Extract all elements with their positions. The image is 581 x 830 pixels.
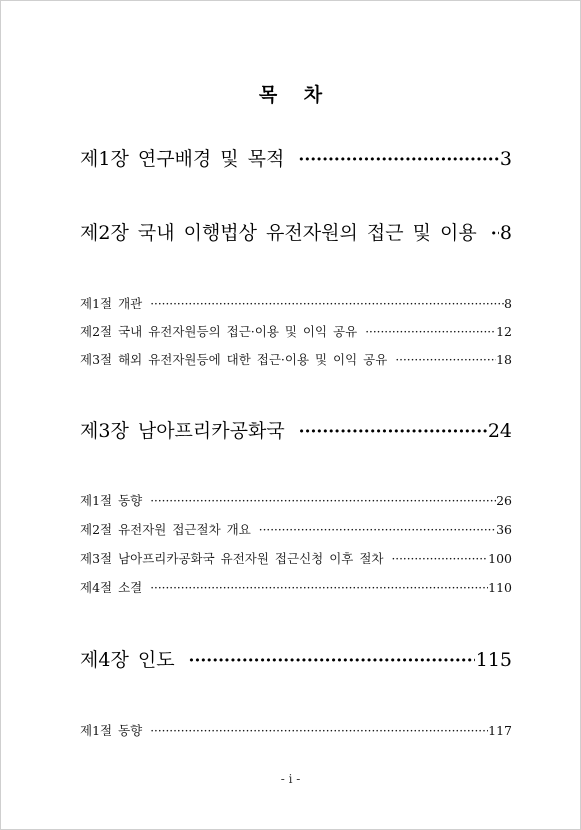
toc-section-2-3[interactable] (80, 350, 512, 370)
toc-section-4-1[interactable] (80, 721, 512, 741)
toc-entry-page: 26 (496, 493, 512, 508)
toc-entry-label: 제1절 개관 (80, 296, 143, 311)
dot-leader (491, 224, 499, 244)
dot-leader (395, 353, 496, 367)
toc-entry-page: 117 (488, 723, 512, 738)
toc-entry-page: 8 (499, 222, 512, 244)
toc-entry-label: 제2장 국내 이행법상 유전자원의 접근 및 이용 (80, 222, 477, 244)
dot-leader (150, 724, 488, 738)
toc-entry-page: 115 (475, 649, 512, 671)
toc-section-3-3[interactable] (80, 549, 512, 569)
toc-entry-label: 제4절 소결 (80, 580, 143, 595)
dot-leader (299, 422, 487, 442)
dot-leader (298, 150, 499, 170)
dot-leader (365, 325, 496, 339)
toc-title: 목 차 (258, 84, 333, 106)
toc-chapter-1[interactable] (80, 144, 512, 174)
dot-leader (391, 552, 488, 566)
toc-entry-label: 제3장 남아프리카공화국 (80, 420, 285, 442)
toc-entry-page: 110 (488, 580, 512, 595)
dot-leader (189, 651, 475, 671)
dot-leader (150, 494, 496, 508)
page-number-footer: - i - (280, 772, 301, 786)
dot-leader (150, 297, 504, 311)
toc-entry-page: 18 (496, 352, 512, 367)
toc-entry-label: 제2절 국내 유전자원등의 접근·이용 및 이익 공유 (80, 324, 358, 339)
toc-entry-label: 제1절 동향 (80, 723, 143, 738)
toc-entry-label: 제3절 남아프리카공화국 유전자원 접근신청 이후 절차 (80, 551, 384, 566)
toc-entry-label: 제3절 해외 유전자원등에 대한 접근·이용 및 이익 공유 (80, 352, 388, 367)
toc-chapter-4[interactable] (80, 645, 512, 675)
toc-entry-label: 제1장 연구배경 및 목적 (80, 148, 285, 170)
toc-entry-label: 제1절 동향 (80, 493, 143, 508)
dot-leader (150, 581, 488, 595)
dot-leader (259, 523, 496, 537)
toc-section-3-2[interactable] (80, 520, 512, 540)
toc-entry-page: 8 (504, 296, 512, 311)
toc-chapter-3[interactable] (80, 416, 512, 446)
toc-chapter-2[interactable] (80, 218, 512, 248)
toc-entry-label: 제2절 유전자원 접근절차 개요 (80, 522, 251, 537)
toc-section-2-1[interactable] (80, 294, 512, 314)
toc-entry-page: 100 (488, 551, 512, 566)
toc-section-3-1[interactable] (80, 491, 512, 511)
toc-section-3-4[interactable] (80, 578, 512, 598)
toc-entry-page: 12 (496, 324, 512, 339)
toc-entry-page: 36 (496, 522, 512, 537)
toc-entry-page: 24 (487, 420, 512, 442)
toc-section-2-2[interactable] (80, 322, 512, 342)
toc-entry-label: 제4장 인도 (80, 649, 175, 671)
toc-entry-page: 3 (499, 148, 512, 170)
